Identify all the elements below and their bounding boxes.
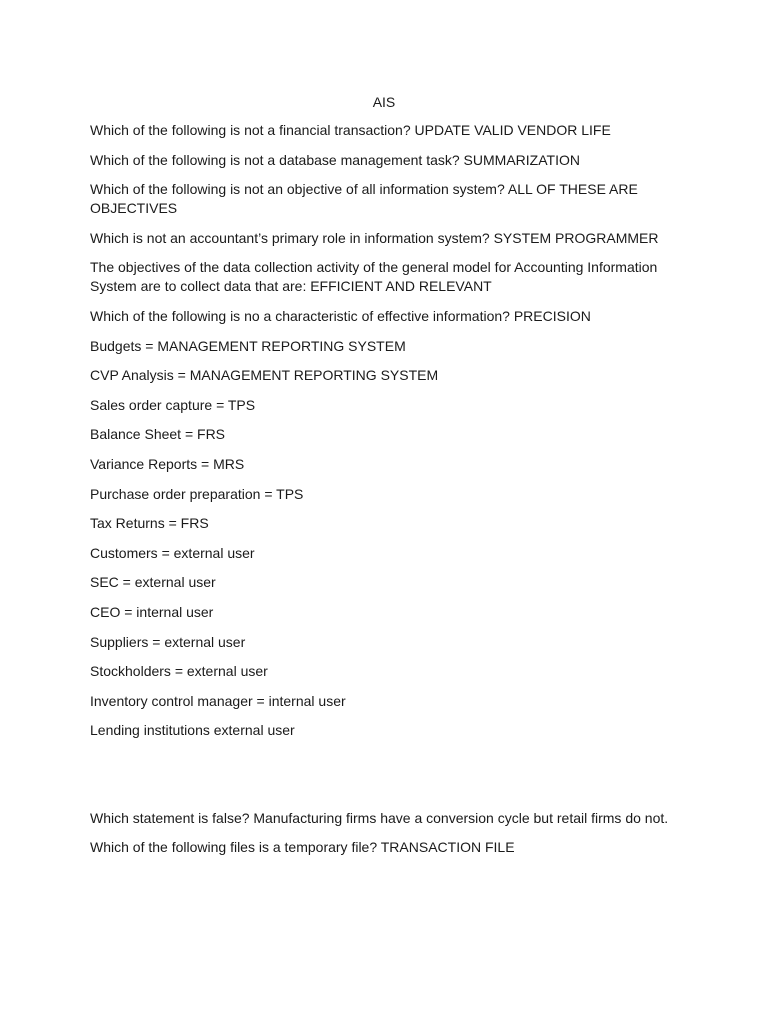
paragraph: Customers = external user — [90, 544, 255, 561]
paragraph: Budgets = MANAGEMENT REPORTING SYSTEM — [90, 337, 406, 354]
paragraph: Which is not an accountant’s primary role in information system? SYSTEM PROGRAMMER — [90, 229, 659, 246]
paragraph: CVP Analysis = MANAGEMENT REPORTING SYSTEM — [90, 367, 439, 384]
paragraph: Stockholders = external user — [90, 663, 268, 680]
document-title: AIS — [372, 94, 396, 110]
blank-gap — [90, 751, 670, 809]
paragraph: Which of the following is not a financial transaction? UPDATE VALID VENDOR LIFE — [90, 122, 611, 138]
paragraph: Which of the following files is a temporary file? TRANSACTION FILE — [90, 839, 515, 856]
paragraph: Sales order capture = TPS — [90, 396, 256, 413]
paragraph: Which of the following is not an objective of all information system? ALL OF THESE ARE OBJECTIVES — [90, 181, 638, 217]
paragraph: Inventory control manager = internal user — [90, 692, 346, 709]
paragraph: Balance Sheet = FRS — [90, 426, 226, 443]
paragraph: Suppliers = external user — [90, 633, 246, 650]
paragraph: Which of the following is no a characteristic of effective information? PRECISION — [90, 307, 591, 324]
paragraph: Lending institutions external user — [90, 722, 295, 739]
paragraph: Which statement is false? Manufacturing firms have a conversion cycle but retail firms do not. — [90, 809, 669, 826]
document-body — [90, 121, 670, 868]
paragraph: SEC = external user — [90, 574, 216, 591]
paragraph: The objectives of the data collection activity of the general model for Accounting Information System are to collect data that are: EFFICIENT AND RELEVANT — [90, 259, 658, 295]
paragraph: Purchase order preparation = TPS — [90, 485, 304, 502]
paragraph: Variance Reports = MRS — [90, 455, 245, 472]
paragraph: CEO = internal user — [90, 603, 214, 620]
paragraph: Which of the following is not a database management task? SUMMARIZATION — [90, 151, 580, 168]
paragraph: Tax Returns = FRS — [90, 515, 209, 532]
